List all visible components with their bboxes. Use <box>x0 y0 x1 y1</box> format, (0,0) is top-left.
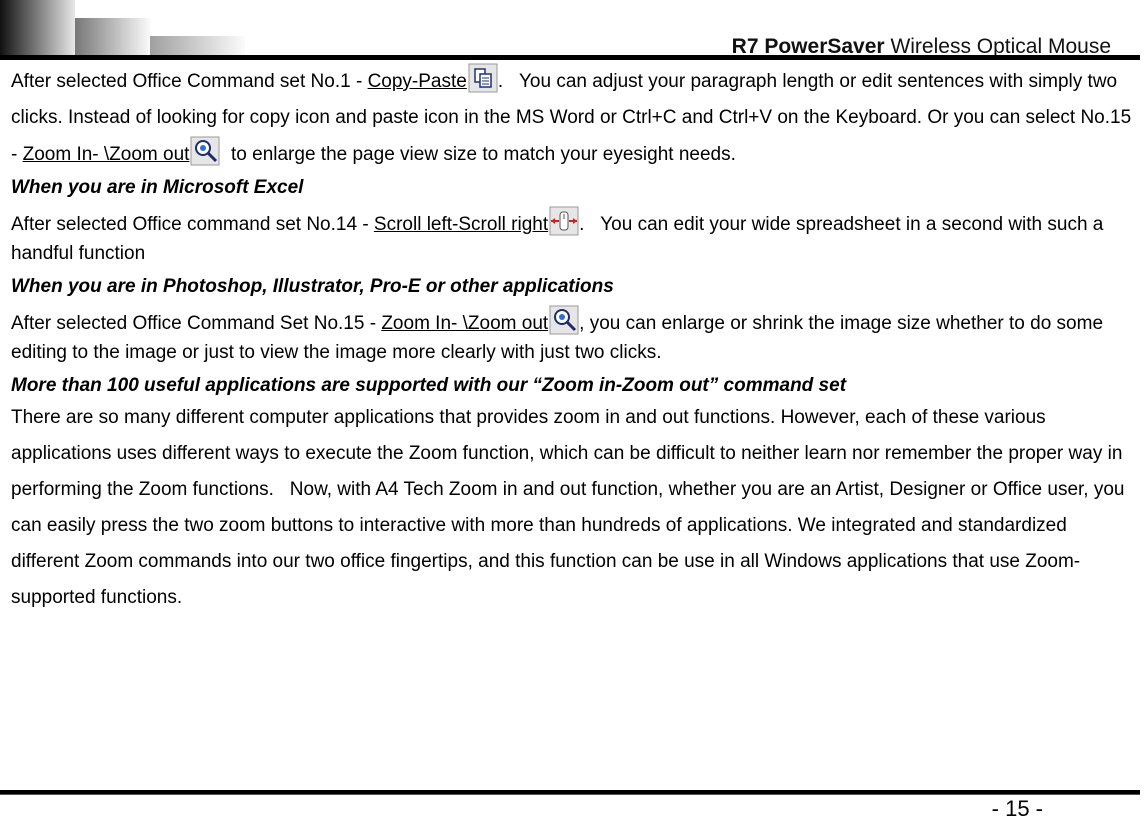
header-title-rest: Wireless Optical Mouse <box>890 35 1111 58</box>
page-number: - 15 - <box>991 796 1043 821</box>
link-zoom-in-out[interactable]: Zoom In- \Zoom out <box>22 144 190 165</box>
paragraph-zoom-support: There are so many different computer applications that provides zoom in and out functions. However, each of these various applications uses different ways to execute the Zoom function, which can be difficult to neither learn nor remember the proper way in performing the Zoom functions. Now, with A4 Tech Zoom in and out function, whether you are an Artist, Designer or Office user, you can easily press the two zoom buttons to interactive with more than hundreds of applications. We integrated and standardized different Zoom commands into our two office fingertips, and this function can be use in all Windows applications that use Zoom-supported functions. <box>11 407 1125 608</box>
link-zoom-in-out-2[interactable]: Zoom In- \Zoom out <box>381 313 549 334</box>
paragraph-copy-paste <box>11 63 1136 173</box>
paragraph-excel <box>11 206 1136 268</box>
copy-paste-icon <box>468 63 498 93</box>
zoom-icon <box>190 136 220 166</box>
paragraph-photoshop <box>11 305 1136 367</box>
footer-rule <box>0 790 1140 795</box>
link-scroll-left-right[interactable]: Scroll left-Scroll right <box>373 214 549 235</box>
scroll-left-right-icon <box>549 206 579 236</box>
header-rule <box>0 55 1140 60</box>
photoshop-text-1: After selected Office Command Set No.15 - <box>11 313 382 334</box>
excel-text-1: After selected Office command set No.14 - <box>11 214 374 235</box>
header-title-product: R7 PowerSaver <box>731 35 885 58</box>
link-copy-paste[interactable]: Copy-Paste <box>367 71 467 92</box>
heading-photoshop: When you are in Photoshop, Illustrator, Pro-E or other applications <box>11 276 614 297</box>
header-decoration <box>0 0 245 58</box>
heading-zoom-support: More than 100 useful applications are supported with our “Zoom in-Zoom out” command set <box>11 375 847 396</box>
para1-text-3: to enlarge the page view size to match your eyesight needs. <box>220 144 736 165</box>
heading-excel: When you are in Microsoft Excel <box>11 177 304 198</box>
excel-text-2: . You can edit your wide spreadsheet in a second with such a handful function <box>11 214 1104 264</box>
zoom-icon <box>549 305 579 335</box>
para1-text-2: . You can adjust your paragraph length or edit sentences with simply two clicks. Instead of looking for copy icon and paste icon in the MS Word or Ctrl+C and Ctrl+V on the Keyboard. Or you can select No.15 - <box>11 71 1132 165</box>
para1-text-1: After selected Office Command set No.1 - <box>11 71 368 92</box>
document-body <box>11 63 1136 616</box>
photoshop-text-2: , you can enlarge or shrink the image size whether to do some editing to the image or just to view the image more clearly with just two clicks. <box>11 313 1104 363</box>
